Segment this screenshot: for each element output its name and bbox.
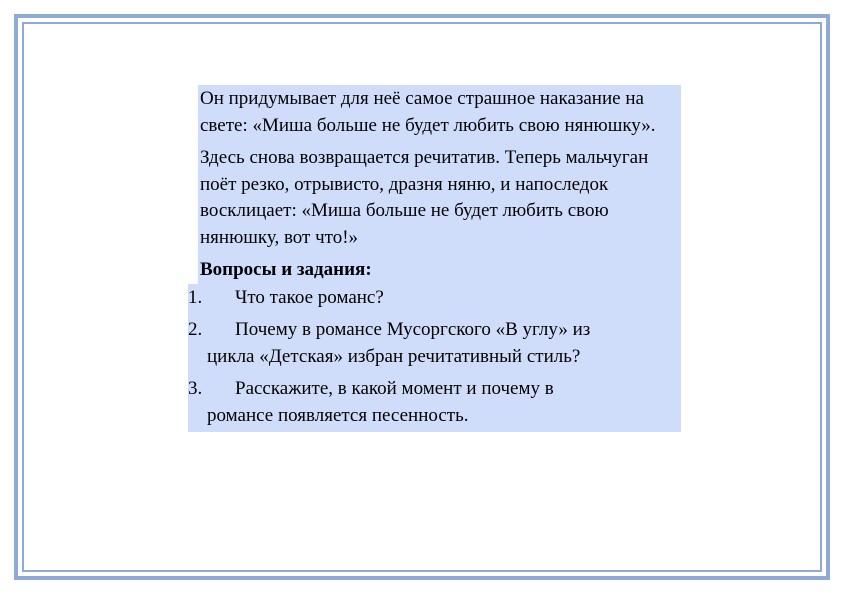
question-item — [188, 376, 681, 429]
slide-text-content — [188, 85, 681, 432]
question-item — [188, 285, 681, 312]
narrative-block — [198, 85, 681, 284]
question-text: Расскажите, в какой момент и почему в — [235, 378, 554, 399]
question-number: 3. — [188, 378, 203, 399]
question-first-line — [188, 285, 681, 312]
question-first-line — [188, 376, 681, 403]
paragraph-1: Он придумывает для неё самое страшное наказание на свете: «Миша больше не будет любить свою нянюшку». — [200, 88, 656, 136]
question-continuation: романсе появляется песенность. — [207, 404, 469, 426]
questions-list — [188, 284, 681, 433]
question-continuation: цикла «Детская» избран речитативный стиль? — [207, 345, 581, 367]
question-number: 1. — [188, 286, 203, 308]
question-text: Что такое романс? — [235, 286, 384, 308]
question-first-line — [188, 317, 681, 344]
paragraph-2: Здесь снова возвращается речитатив. Теперь мальчуган поёт резко, отрывисто, дразня няню, и напоследок восклицает: «Миша больше не будет любить свою нянюшку, вот что!» — [200, 147, 649, 248]
question-item — [188, 317, 681, 370]
questions-heading: Вопросы и задания: — [200, 259, 372, 280]
question-number: 2. — [188, 319, 203, 340]
question-text: Почему в романсе Мусоргского «В углу» из — [235, 319, 591, 340]
